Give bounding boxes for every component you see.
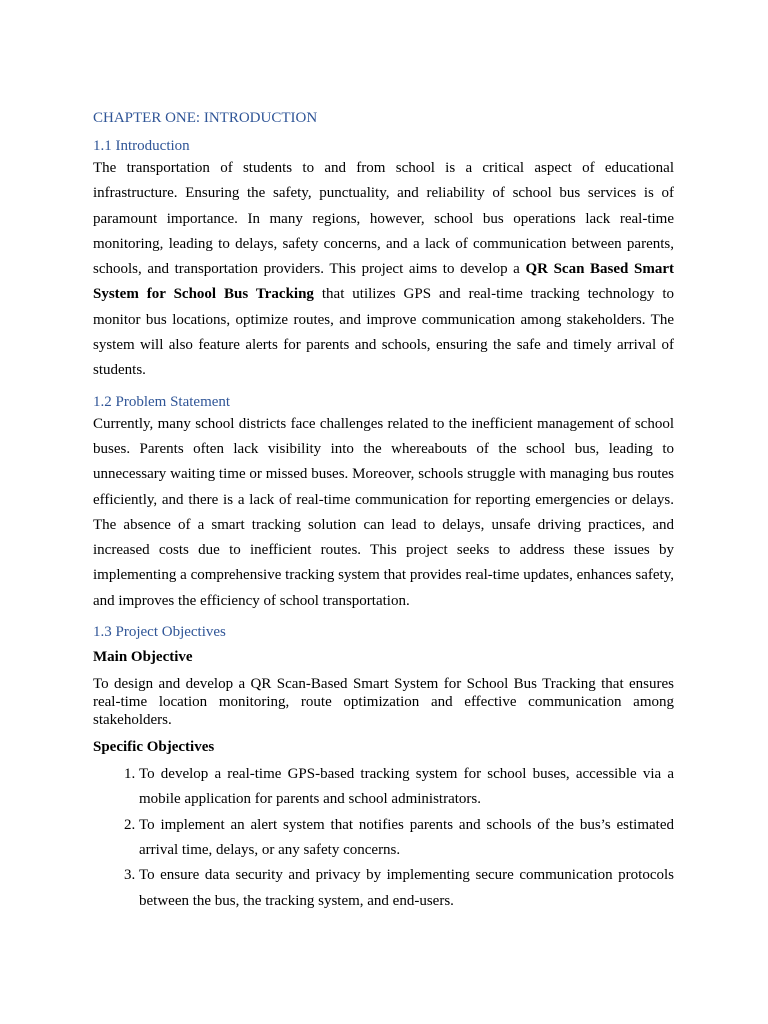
section-heading-project-objectives: 1.3 Project Objectives: [93, 624, 226, 641]
introduction-paragraph: [93, 156, 674, 384]
chapter-title: CHAPTER ONE: INTRODUCTION: [93, 110, 318, 126]
list-item: 1. To develop a real-time GPS-based tracking system for school buses, accessible via a mobile application for parents and school administrators.: [139, 762, 674, 813]
specific-objectives-list: [93, 762, 674, 914]
list-item: 3. To ensure data security and privacy by implementing secure communication protocols between the bus, the tracking system, and end-users.: [139, 863, 674, 914]
project-title-bold: QR Scan Based Smart System for School Bus Tracking: [93, 261, 674, 303]
introduction-text-start: The transportation of students to and from school is a critical aspect of educational infrastructure. Ensuring the safety, punctuality, and reliability of school bus services is of paramount importance. In many regions, however, school bus operations lack real-time monitoring, leading to delays, safety concerns, and a lack of communication between parents, schools, and transportation providers. This project aims to develop a: [93, 160, 674, 278]
specific-objectives-heading: Specific Objectives: [93, 739, 215, 756]
introduction-text-end: that utilizes GPS and real-time tracking technology to monitor bus locations, optimize routes, and improve communication among stakeholders. The system will also feature alerts for parents and schools, ensuring the safe and timely arrival of students.: [93, 286, 674, 379]
list-item: 2. To implement an alert system that notifies parents and schools of the bus’s estimated arrival time, delays, or any safety concerns.: [139, 813, 674, 864]
main-objective-heading: Main Objective: [93, 649, 193, 666]
problem-statement-paragraph: Currently, many school districts face challenges related to the inefficient management of school buses. Parents often lack visibility into the whereabouts of the school bus, leading to unnecessary waiting time or missed buses. Moreover, schools struggle with managing bus routes efficiently, and there is a lack of real-time communication for reporting emergencies or delays. The absence of a smart tracking solution can lead to delays, unsafe driving practices, and increased costs due to inefficient routes. This project seeks to address these issues by implementing a comprehensive tracking system that provides real-time updates, enhances safety, and improves the efficiency of school transportation.: [93, 415, 674, 609]
section-heading-introduction: 1.1 Introduction: [93, 138, 190, 154]
section-heading-problem-statement: 1.2 Problem Statement: [93, 393, 231, 410]
main-objective-paragraph: To design and develop a QR Scan-Based Smart System for School Bus Tracking that ensures real-time location monitoring, route optimization and effective communication among stakeholders.: [93, 676, 674, 729]
